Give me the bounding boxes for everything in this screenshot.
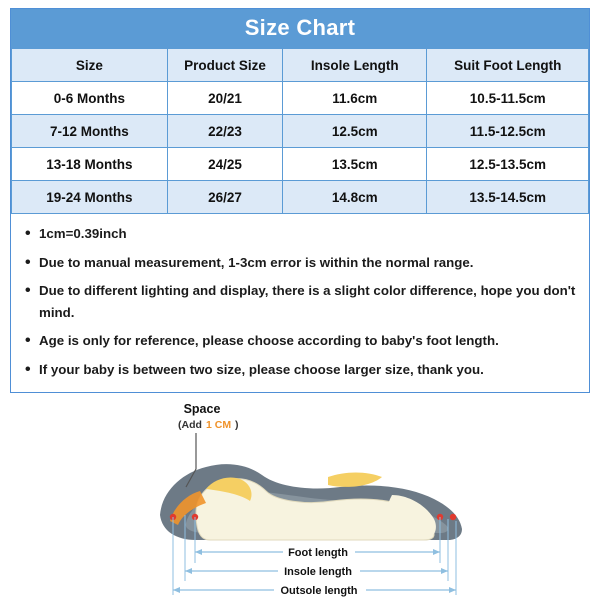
column-header-suit-foot-length: Suit Foot Length [427, 49, 589, 82]
cell-suit-foot-length: 12.5-13.5cm [427, 148, 589, 181]
arrow-right-insole-length-icon [441, 568, 448, 574]
bullet-icon: • [25, 253, 31, 271]
list-item [25, 359, 581, 381]
cell-suit-foot-length: 10.5-11.5cm [427, 82, 589, 115]
note-text: If your baby is between two size, please choose larger size, thank you. [39, 361, 484, 377]
table-row [12, 82, 589, 115]
ankle-strip-shape [328, 473, 382, 487]
cell-product-size: 26/27 [167, 181, 282, 214]
note-text: Due to manual measurement, 1-3cm error is within the normal range. [39, 254, 474, 270]
note-text: 1cm=0.39inch [39, 226, 127, 241]
space-sub-value: 1 CM [206, 419, 232, 432]
cell-product-size: 20/21 [167, 82, 282, 115]
notes-list [11, 214, 589, 392]
list-item [25, 223, 581, 245]
cell-product-size: 22/23 [167, 115, 282, 148]
list-item [25, 330, 581, 352]
foot-measurement-diagram [10, 395, 590, 603]
column-header-size: Size [12, 49, 168, 82]
list-item [25, 280, 581, 323]
table-header-row [12, 49, 589, 82]
table-row [12, 115, 589, 148]
size-table [11, 48, 589, 214]
note-text: Due to different lighting and display, there is a slight color difference, hope you don't mind. [39, 283, 576, 320]
cell-insole-length: 11.6cm [283, 82, 427, 115]
bullet-icon: • [25, 225, 31, 242]
bullet-icon: • [25, 360, 31, 378]
bullet-icon: • [25, 332, 31, 350]
list-item [25, 252, 581, 274]
bullet-icon: • [25, 282, 31, 300]
cell-product-size: 24/25 [167, 148, 282, 181]
measure-label-outsole-length: Outsole length [280, 585, 358, 598]
cell-size: 7-12 Months [12, 115, 168, 148]
note-text: Age is only for reference, please choose according to baby's foot length. [39, 333, 499, 349]
measure-label-foot-length: Foot length [288, 547, 348, 560]
cell-size: 19-24 Months [12, 181, 168, 214]
marker-outsole-heel-icon [450, 514, 456, 520]
cell-insole-length: 13.5cm [283, 148, 427, 181]
cell-suit-foot-length: 11.5-12.5cm [427, 115, 589, 148]
space-sub-prefix: (Add [178, 419, 202, 432]
table-row [12, 148, 589, 181]
column-header-product-size: Product Size [167, 49, 282, 82]
cell-size: 0-6 Months [12, 82, 168, 115]
measure-label-insole-length: Insole length [284, 566, 352, 579]
page-title: Size Chart [11, 9, 589, 48]
size-chart-card [10, 8, 590, 393]
column-header-insole-length: Insole Length [283, 49, 427, 82]
space-sub-suffix: ) [235, 419, 239, 432]
arrow-left-outsole-length-icon [173, 587, 180, 593]
table-row [12, 181, 589, 214]
cell-insole-length: 12.5cm [283, 115, 427, 148]
space-label: Space [183, 402, 221, 417]
arrow-left-foot-length-icon [195, 549, 202, 555]
arrow-left-insole-length-icon [185, 568, 192, 574]
cell-insole-length: 14.8cm [283, 181, 427, 214]
arrow-right-foot-length-icon [433, 549, 440, 555]
cell-size: 13-18 Months [12, 148, 168, 181]
arrow-right-outsole-length-icon [449, 587, 456, 593]
cell-suit-foot-length: 13.5-14.5cm [427, 181, 589, 214]
